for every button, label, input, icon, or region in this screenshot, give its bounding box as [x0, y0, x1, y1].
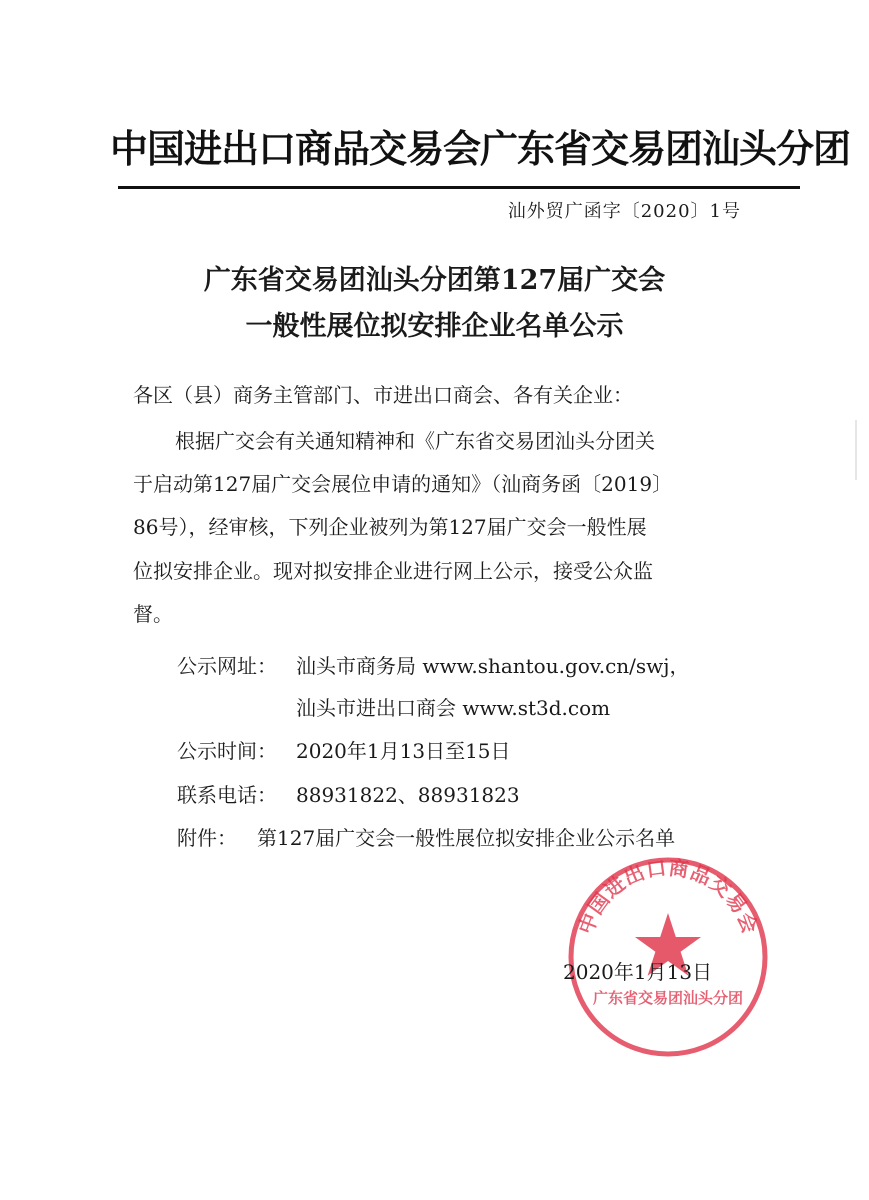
paragraph-line: 86号），经审核，下列企业被列为第127届广交会一般性展 — [133, 515, 647, 539]
salutation: 各区（县）商务主管部门、市进出口商会、各有关企业： — [133, 383, 633, 407]
paragraph-line: 根据广交会有关通知精神和《广东省交易团汕头分团关 — [175, 429, 655, 453]
website-label: 公示网址： — [177, 654, 277, 678]
phone-value: 88931822、88931823 — [296, 783, 520, 807]
letterhead-title: 中国进出口商品交易会广东省交易团汕头分团 — [110, 127, 851, 171]
paragraph-line: 督。 — [133, 602, 173, 626]
attachment-value: 第127届广交会一般性展位拟安排企业公示名单 — [257, 826, 676, 850]
scan-artifact — [855, 420, 857, 480]
notice-title-line-2: 一般性展位拟安排企业名单公示 — [245, 311, 624, 342]
time-label: 公示时间： — [177, 739, 277, 763]
website-st3d: 汕头市进出口商会 www.st3d.com — [296, 696, 611, 720]
time-value: 2020年1月13日至15日 — [296, 739, 511, 763]
website-shantou-swj: 汕头市商务局 www.shantou.gov.cn/swj， — [296, 654, 690, 678]
letterhead-rule — [118, 186, 800, 189]
attachment-label: 附件： — [177, 826, 237, 850]
seal-inner-text: 广东省交易团汕头分团 — [592, 989, 744, 1007]
document-number: 汕外贸广函字〔2020〕1号 — [507, 201, 741, 222]
seal-arc-text: 中国进出口商品交易会 — [573, 855, 763, 938]
paragraph-line: 于启动第127届广交会展位申请的通知》（汕商务函〔2019〕 — [133, 472, 673, 496]
signature-date: 2020年1月13日 — [563, 960, 713, 984]
phone-label: 联系电话： — [177, 783, 277, 807]
notice-title-line-1: 广东省交易团汕头分团第127届广交会 — [203, 265, 666, 296]
paragraph-line: 位拟安排企业。现对拟安排企业进行网上公示，接受公众监 — [133, 559, 653, 583]
